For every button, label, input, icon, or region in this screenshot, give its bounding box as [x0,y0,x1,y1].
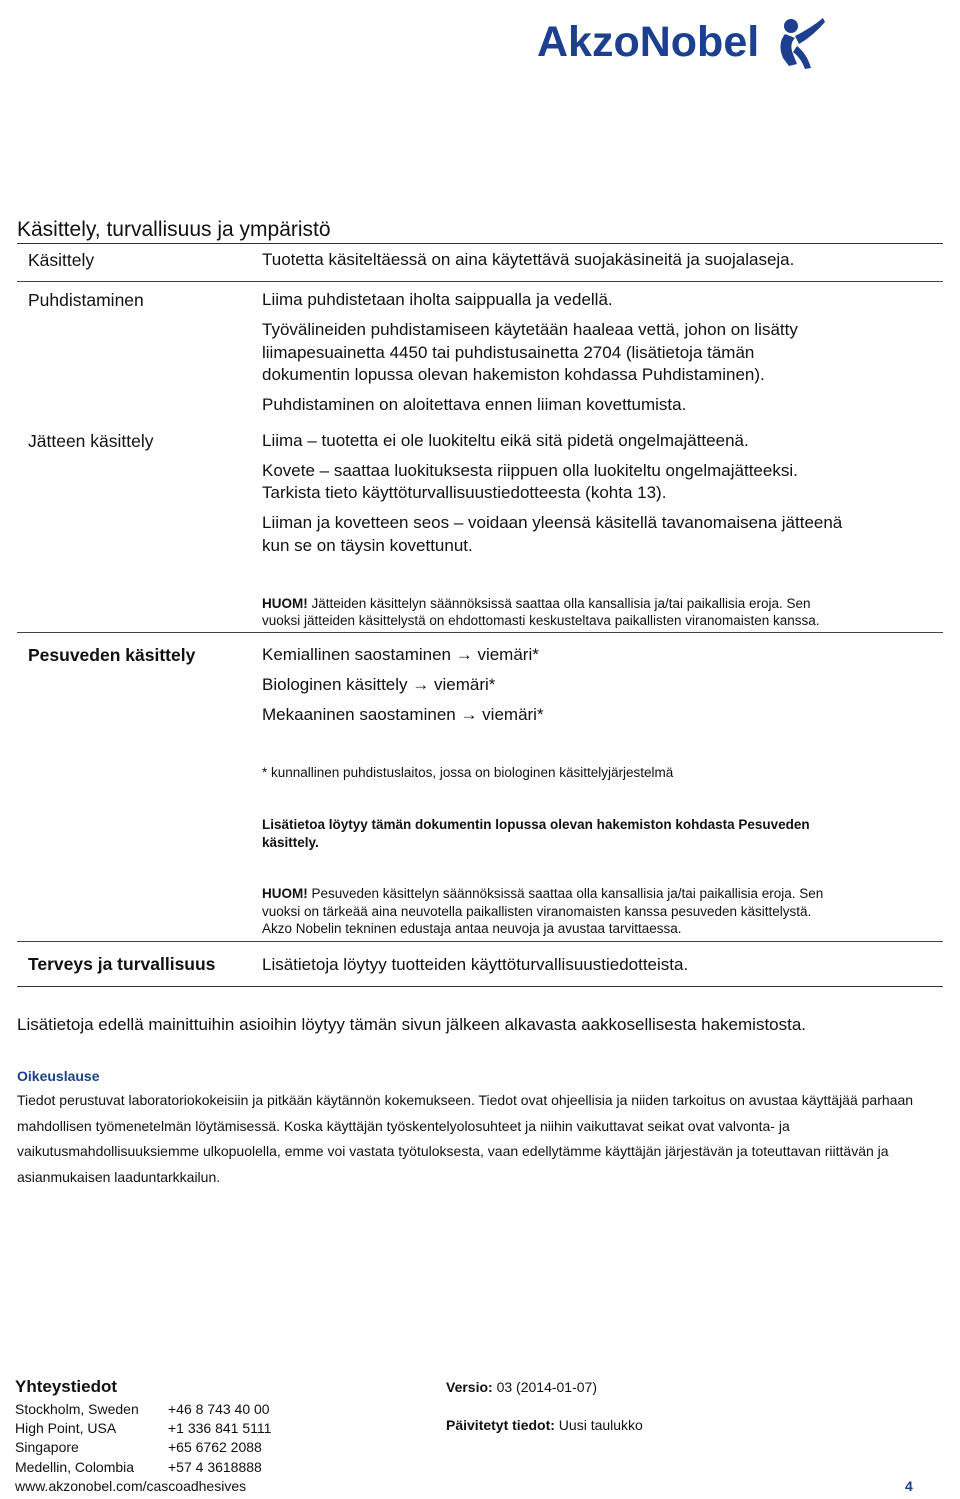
puhdistaminen-line: Työvälineiden puhdistamiseen käytetään haaleaa vettä, johon on lisätty [262,320,798,339]
website-link[interactable]: www.akzonobel.com/cascoadhesives [15,1478,247,1494]
jatteen-line: Liiman ja kovetteen seos – voidaan yleensä käsitellä tavanomaisena jätteenä [262,513,843,532]
row-label-pesuvesi: Pesuveden käsittely [28,645,196,665]
updated-value: Uusi taulukko [554,1417,643,1433]
pesuvesi-line: Mekaaninen saostaminen → viemäri* [262,705,544,724]
contact-phone: +1 336 841 5111 [168,1420,272,1436]
jatteen-line: kun se on täysin kovettunut. [262,536,473,555]
puhdistaminen-line: dokumentin lopussa olevan hakemiston kohdassa Puhdistaminen). [262,365,765,384]
jatteen-note-line: vuoksi jätteiden käsittelystä on ehdottomasti keskusteltava paikallisten viranomaisten kanssa. [262,613,820,628]
extra-info: Lisätietoja edellä mainittuihin asioihin löytyy tämän sivun jälkeen alkavasta aakkosellisesta hakemistosta. [17,1015,807,1034]
logo-text: AkzoNobel [537,18,760,66]
divider [17,243,943,244]
section-title: Käsittely, turvallisuus ja ympäristö [17,218,331,241]
pesuvesi-info-line: Lisätietoa löytyy tämän dokumentin lopussa olevan hakemiston kohdasta Pesuveden [262,817,810,832]
pesuvesi-note-line: Akzo Nobelin tekninen edustaja antaa neuvoja ja avustaa tarvittaessa. [262,921,682,936]
jatteen-line: Tarkista tieto käyttöturvallisuustiedotteesta (kohta 13). [262,483,667,502]
updated-info [446,1416,643,1435]
disclaimer-title: Oikeuslause [17,1068,100,1084]
row-text-kasittely: Tuotetta käsiteltäessä on aina käytettävä suojakäsineitä ja suojalaseja. [262,250,795,269]
version-info [446,1378,597,1397]
jatteen-line: Kovete – saattaa luokituksesta riippuen olla luokiteltu ongelmajätteeksi. [262,461,798,480]
puhdistaminen-line: Puhdistaminen on aloitettava ennen liiman kovettumista. [262,395,687,414]
puhdistaminen-line: Liima puhdistetaan iholta saippualla ja vedellä. [262,290,613,309]
contact-city: Stockholm, Sweden [15,1401,139,1417]
note-text: Jätteiden käsittelyn säännöksissä saattaa olla kansallisia ja/tai paikallisia eroja. Sen [307,596,811,611]
contact-row [15,1458,262,1478]
jatteen-line: Liima – tuotetta ei ole luokiteltu eikä sitä pidetä ongelmajätteenä. [262,431,749,450]
divider [17,941,943,942]
contact-row [15,1400,270,1420]
contact-city: High Point, USA [15,1420,117,1436]
pesuvesi-line: Biologinen käsittely → viemäri* [262,675,496,694]
row-text-terveys: Lisätietoja löytyy tuotteiden käyttöturvallisuustiedotteista. [262,955,689,974]
puhdistaminen-line: liimapesuainetta 4450 tai puhdistusainetta 2704 (lisätietoja tämän [262,343,755,362]
pesuvesi-line: Kemiallinen saostaminen → viemäri* [262,645,539,664]
pesuvesi-footnote: * kunnallinen puhdistuslaitos, jossa on biologinen käsittelyjärjestelmä [262,765,674,780]
note-bold: HUOM! [262,886,308,901]
contact-row [15,1419,272,1439]
row-label-terveys: Terveys ja turvallisuus [28,954,216,974]
divider [17,281,943,282]
note-text: Pesuveden käsittelyn säännöksissä saattaa olla kansallisia ja/tai paikallisia eroja. Sen [307,886,824,901]
pesuvesi-note-line: vuoksi on tärkeää aina neuvotella paikallisten viranomaisten kanssa pesuveden käsittelystä. [262,904,812,919]
divider [17,986,943,987]
row-label-jatteen-kasittely: Jätteen käsittely [28,431,154,451]
divider [17,632,943,633]
contacts-title: Yhteystiedot [15,1377,118,1396]
contact-phone: +46 8 743 40 00 [168,1401,270,1417]
updated-label: Päivitetyt tiedot: [446,1417,555,1433]
logo-figure-icon [767,14,827,70]
page-number: 4 [905,1478,913,1494]
row-label-kasittely: Käsittely [28,250,95,270]
jatteen-note [262,595,811,613]
version-label: Versio: [446,1379,493,1395]
disclaimer-text: Tiedot perustuvat laboratoriokokeisiin ja pitkään käytännön kokemukseen. Tiedot ovat ohjeellisia ja niiden tarkoitus on avustaa käyttäjää parhaan mahdollisen työmenetelmän löytämisessä. Koska käyttäjän työskentelyolosuhteet ja niihin vaikuttavat seikat ovat valvonta- ja vaikutusmahdollisuuksiemme ulkopuolella, emme voi vastata työtuloksesta, vaan edellytämme käyttäjän järjestävän ja toteuttavan riittävän ja asianmukaisen laaduntarkkailun. [17,1092,914,1185]
contact-row [15,1438,262,1458]
pesuvesi-note [262,885,823,903]
contact-city: Medellin, Colombia [15,1459,135,1475]
contact-city: Singapore [15,1439,79,1455]
version-value: 03 (2014-01-07) [492,1379,597,1395]
contact-phone: +65 6762 2088 [168,1439,262,1455]
contact-phone: +57 4 3618888 [168,1459,262,1475]
pesuvesi-info-line: käsittely. [262,835,319,850]
akzonobel-logo [537,14,953,70]
row-label-puhdistaminen: Puhdistaminen [28,290,144,310]
note-bold: HUOM! [262,596,308,611]
